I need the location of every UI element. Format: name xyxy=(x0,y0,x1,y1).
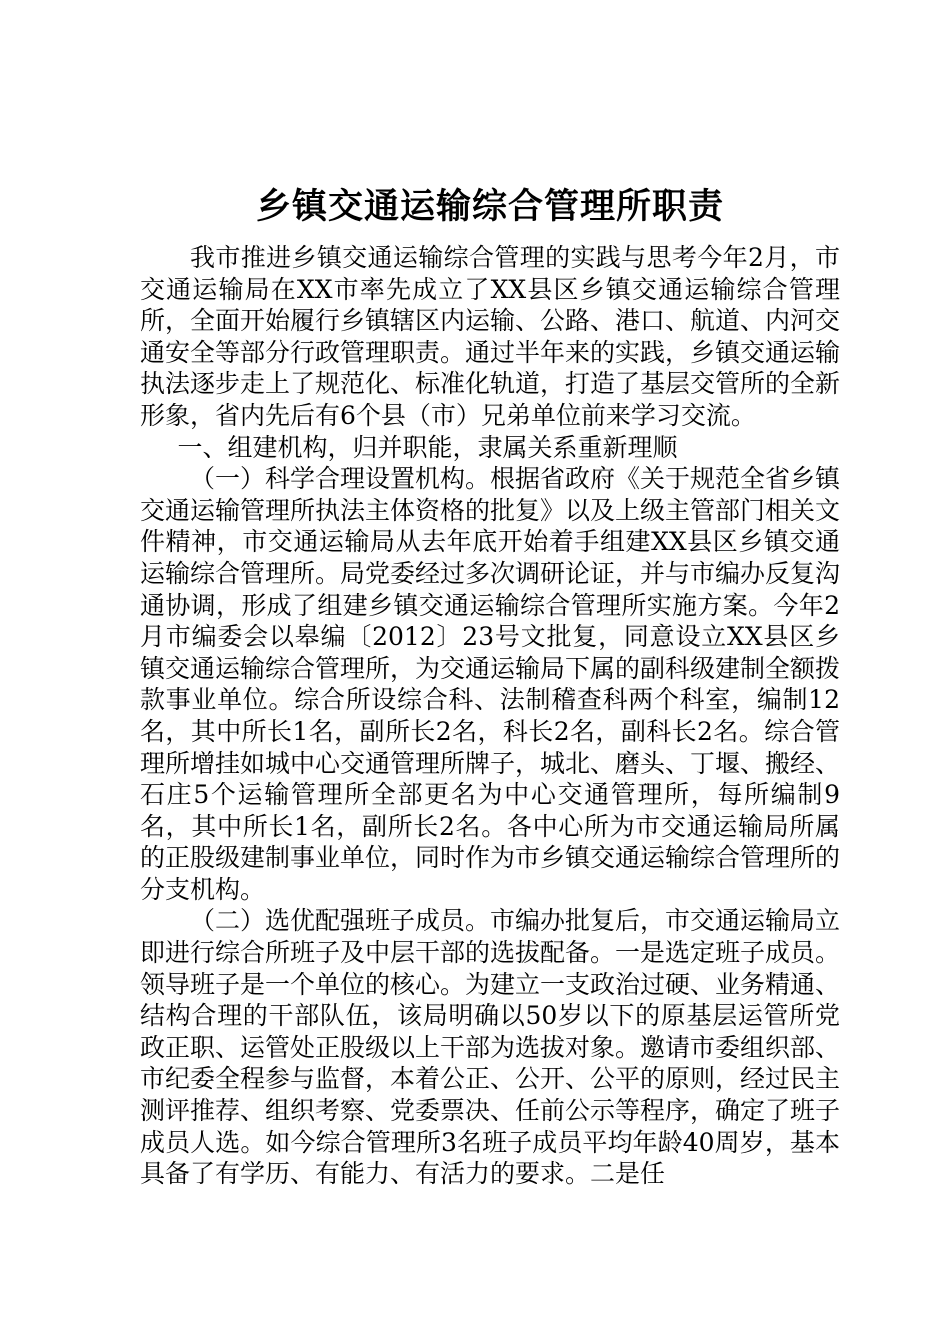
section-heading: 一、组建机构，归并职能，隶属关系重新理顺 xyxy=(177,432,678,462)
document-title: 乡镇交通运输综合管理所职责 xyxy=(255,187,724,227)
document-page xyxy=(140,180,840,1190)
intro-paragraph: 我市推进乡镇交通运输综合管理的实践与思考今年2月，市交通运输局在XX市率先成立了XX县区乡镇交通运输综合管理所，全面开始履行乡镇辖区内运输、公路、港口、航道、内河交通安全等部分行政管理职责。通过半年来的实践，乡镇交通运输执法逐步走上了规范化、标准化轨道，打造了基层交管所的全新形象，省内先后有6个县（市）兄弟单位前来学习交流。 xyxy=(140,243,841,430)
body-paragraph-1: （一）科学合理设置机构。根据省政府《关于规范全省乡镇交通运输管理所执法主体资格的批复》以及上级主管部门相关文件精神，市交通运输局从去年底开始着手组建XX县区乡镇交通运输综合管理所。局党委经过多次调研论证，并与市编办反复沟通协调，形成了组建乡镇交通运输综合管理所实施方案。今年2月市编委会以皋编〔2012〕23号文批复，同意设立XX县区乡镇交通运输综合管理所，为交通运输局下属的副科级建制全额拨款事业单位。综合所设综合科、法制稽查科两个科室，编制12名，其中所长1名，副所长2名，科长2名，副科长2名。综合管理所增挂如城中心交通管理所牌子，城北、磨头、丁堰、搬经、石庄5个运输管理所全部更名为中心交通管理所，每所编制9名，其中所长1名，副所长2名。各中心所为市交通运输局所属的正股级建制事业单位，同时作为市乡镇交通运输综合管理所的分支机构。 xyxy=(140,464,841,904)
body-paragraph-2: （二）选优配强班子成员。市编办批复后，市交通运输局立即进行综合所班子及中层干部的选拔配备。一是选定班子成员。领导班子是一个单位的核心。为建立一支政治过硬、业务精通、结构合理的干部队伍，该局明确以50岁以下的原基层运管所党政正职、运管处正股级以上干部为选拔对象。邀请市委组织部、市纪委全程参与监督，本着公正、公开、公平的原则，经过民主测评推荐、组织考察、党委票决、任前公示等程序，确定了班子成员人选。如今综合管理所3名班子成员平均年龄40周岁，基本具备了有学历、有能力、有活力的要求。二是任 xyxy=(140,906,841,1189)
